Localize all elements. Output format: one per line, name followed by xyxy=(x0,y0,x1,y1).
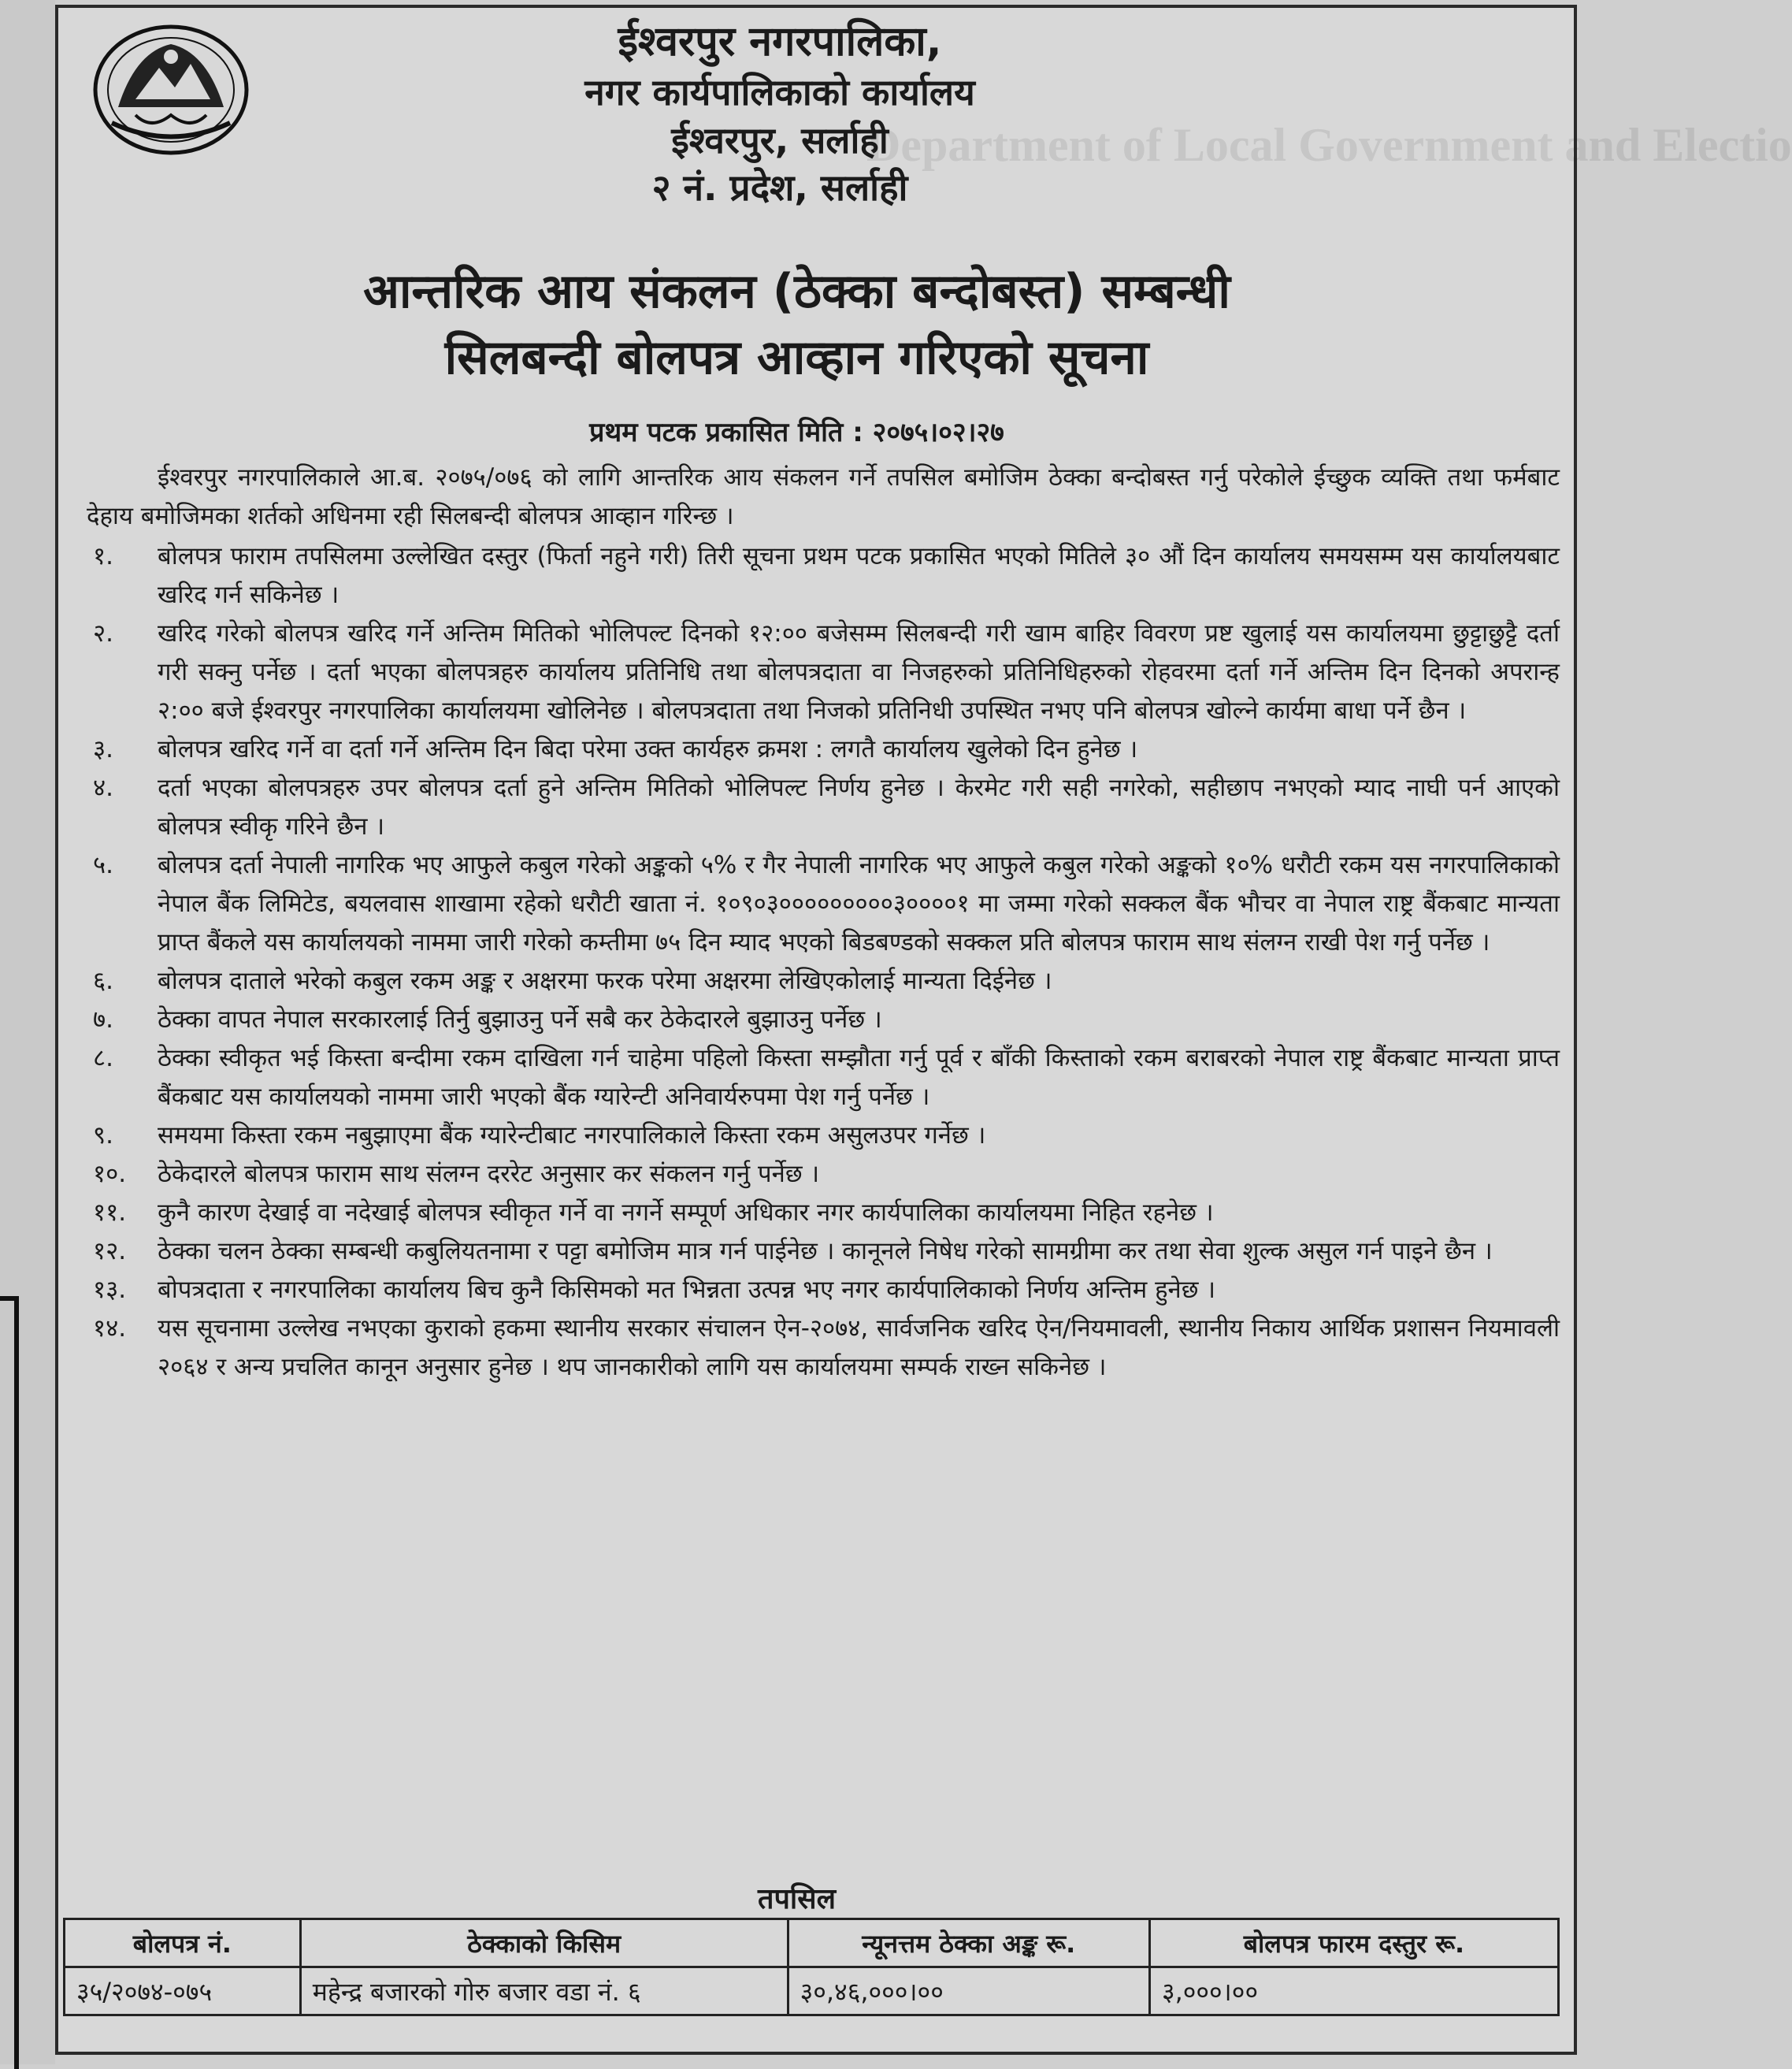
clause-text: खरिद गरेको बोलपत्र खरिद गर्ने अन्तिम मितिको भोलिपल्ट दिनको १२:०० बजेसम्म सिलबन्दी गरी खाम बाहिर विवरण प्रष्ट खुलाई यस कार्यालयमा छुट्टाछुट्टै दर्ता गरी सक्नु पर्नेछ । दर्ता भएका बोलपत्रहरु कार्यालय प्रतिनिधि तथा बोलपत्रदाता वा निजहरुको प्रतिनिधिहरुको रोहवरमा दर्ता गर्ने अन्तिम दिन दिनको अपरान्ह २:०० बजे ईश्वरपुर नगरपालिका कार्यालयमा खोलिनेछ । बोलपत्रदाता तथा निजको प्रतिनिधी उपस्थित नभए पनि बोलपत्र खोल्ने कार्यमा बाधा पर्ने छैन । xyxy=(158,619,1560,725)
clause-list xyxy=(87,537,1560,1387)
contract-type-cell: महेन्द्र बजारको गोरु बजार वडा नं. ६ xyxy=(300,1967,788,2015)
clause-text: ठेक्का चलन ठेक्का सम्बन्धी कबुलियतनामा र पट्टा बमोजिम मात्र गर्न पाईनेछ । कानूनले निषेध गरेको सामग्रीमा कर तथा सेवा शुल्क असुल गर्न पाइने छैन । xyxy=(158,1237,1493,1265)
municipality-emblem-icon xyxy=(88,20,254,158)
clause-item xyxy=(87,1116,1560,1155)
clause-text: बोलपत्र खरिद गर्ने वा दर्ता गर्ने अन्तिम दिन बिदा परेमा उक्त कार्यहरु क्रमश : लगतै कार्यालय खुलेको दिन हुनेछ । xyxy=(158,735,1138,763)
header-contract-type: ठेक्काको किसिम xyxy=(300,1919,788,1967)
clause-item xyxy=(87,1039,1560,1116)
clause-item xyxy=(87,1194,1560,1232)
clause-number: ६. xyxy=(93,967,113,995)
clause-number: ११. xyxy=(93,1198,127,1227)
clause-item xyxy=(87,1309,1560,1387)
clause-item xyxy=(87,1271,1560,1309)
office-header xyxy=(268,16,1292,211)
clause-item xyxy=(87,1232,1560,1271)
clause-item xyxy=(87,846,1560,962)
clause-text: ठेक्का स्वीकृत भई किस्ता बन्दीमा रकम दाखिला गर्न चाहेमा पहिलो किस्ता सम्झौता गर्नु पूर्व र बाँकी किस्ताको रकम बराबरको नेपाल राष्ट्र बैंकबाट मान्यता प्राप्त बैंकबाट यस कार्यालयको नाममा जारी भएको बैंक ग्यारेन्टी अनिवार्यरुपमा पेश गर्नु पर्नेछ । xyxy=(158,1044,1560,1111)
clause-number: १३. xyxy=(93,1276,127,1304)
schedule-table xyxy=(63,1918,1560,2016)
clause-item xyxy=(87,537,1560,615)
clause-number: १२. xyxy=(93,1237,127,1265)
clause-text: बोपत्रदाता र नगरपालिका कार्यालय बिच कुनै किसिमको मत भिन्नता उत्पन्न भए नगर कार्यपालिकाको निर्णय अन्तिम हुनेछ । xyxy=(158,1276,1216,1304)
clause-item xyxy=(87,962,1560,1001)
province-line: २ नं. प्रदेश, सर्लाही xyxy=(651,166,908,209)
municipality-name: ईश्वरपुर नगरपालिका, xyxy=(618,18,942,65)
clause-item xyxy=(87,769,1560,846)
clause-item xyxy=(87,615,1560,730)
clause-number: १. xyxy=(93,542,113,570)
clause-item xyxy=(87,1001,1560,1039)
bleed-through-text: Department of Local Government and Electio xyxy=(866,119,1792,171)
clause-text: बोलपत्र फाराम तपसिलमा उल्लेखित दस्तुर (फिर्ता नहुने गरी) तिरी सूचना प्रथम पटक प्रकासित भएको मितिले ३० औं दिन कार्यालय समयसम्म यस कार्यालयबाट खरिद गर्न सकिनेछ । xyxy=(158,542,1560,609)
header-bid-number: बोलपत्र नं. xyxy=(65,1919,301,1967)
clause-number: ५. xyxy=(93,851,113,879)
adjacent-ad-border xyxy=(0,1296,19,2069)
minimum-amount-cell: ३०,४६,०००।०० xyxy=(788,1967,1149,2015)
clause-text: दर्ता भएका बोलपत्रहरु उपर बोलपत्र दर्ता हुने अन्तिम मितिको भोलिपल्ट निर्णय हुनेछ । केरमेट गरी सही नगरेको, सहीछाप नभएको म्याद नाघी पर्न आएको बोलपत्र स्वीकृ गरिने छैन । xyxy=(158,774,1560,841)
clause-text: कुनै कारण देखाई वा नदेखाई बोलपत्र स्वीकृत गर्ने वा नगर्ने सम्पूर्ण अधिकार नगर कार्यपालिका कार्यालयमा निहित रहनेछ । xyxy=(158,1198,1214,1227)
intro-paragraph: ईश्वरपुर नगरपालिकाले आ.ब. २०७५/०७६ को लागि आन्तरिक आय संकलन गर्ने तपसिल बमोजिम ठेक्का बन्दोबस्त गर्नु परेकोले ईच्छुक व्यक्ति तथा फर्मबाट देहाय बमोजिमका शर्तको अधिनमा रही सिलबन्दी बोलपत्र आव्हान गरिन्छ । xyxy=(87,463,1560,530)
schedule-title: तपसिल xyxy=(757,1883,837,1915)
publication-date: प्रथम पटक प्रकासित मिति : २०७५।०२।२७ xyxy=(589,417,1004,448)
clause-number: ३. xyxy=(93,735,113,763)
bid-number-cell: ३५/२०७४-०७५ xyxy=(65,1967,301,2015)
notice-title-line1: आन्तरिक आय संकलन (ठेक्का बन्दोबस्त) सम्बन्धी xyxy=(363,264,1230,319)
header-minimum-amount: न्यूनत्तम ठेक्का अङ्क रू. xyxy=(788,1919,1149,1967)
clause-item xyxy=(87,1155,1560,1194)
schedule-header-row xyxy=(65,1919,1559,1967)
table-row xyxy=(65,1967,1559,2015)
clause-item xyxy=(87,730,1560,769)
clause-text: बोलपत्र दाताले भरेको कबुल रकम अङ्क र अक्षरमा फरक परेमा अक्षरमा लेखिएकोलाई मान्यता दिईनेछ । xyxy=(158,967,1052,995)
clause-number: ९. xyxy=(93,1121,113,1150)
clause-text: यस सूचनामा उल्लेख नभएका कुराको हकमा स्थानीय सरकार संचालन ऐन-२०७४, सार्वजनिक खरिद ऐन/नियमावली, स्थानीय निकाय आर्थिक प्रशासन नियमावली २०६४ र अन्य प्रचलित कानून अनुसार हुनेछ । थप जानकारीको लागि यस कार्यालयमा सम्पर्क राख्न सकिनेछ । xyxy=(158,1314,1560,1381)
clause-text: ठेक्का वापत नेपाल सरकारलाई तिर्नु बुझाउनु पर्ने सबै कर ठेकेदारले बुझाउनु पर्नेछ । xyxy=(158,1005,882,1034)
clause-number: ८. xyxy=(93,1044,113,1072)
clause-number: ७. xyxy=(93,1005,113,1034)
clause-number: १४. xyxy=(93,1314,127,1343)
clause-text: समयमा किस्ता रकम नबुझाएमा बैंक ग्यारेन्टीबाट नगरपालिकाले किस्ता रकम असुलउपर गर्नेछ । xyxy=(158,1121,986,1150)
form-fee-cell: ३,०००।०० xyxy=(1149,1967,1558,2015)
office-location: ईश्वरपुर, सर्लाही xyxy=(671,119,889,162)
clause-number: ४. xyxy=(93,774,113,802)
notice-title-line2: सिलबन्दी बोलपत्र आव्हान गरिएको सूचना xyxy=(444,330,1149,385)
clause-number: २. xyxy=(93,619,113,648)
notice-title xyxy=(0,258,1594,391)
clause-text: बोलपत्र दर्ता नेपाली नागरिक भए आफुले कबुल गरेको अङ्कको ५% र गैर नेपाली नागरिक भए आफुले कबुल गरेको अङ्कको १०% धरौटी रकम यस नगरपालिकाको नेपाल बैंक लिमिटेड, बयलवास शाखामा रहेको धरौटी खाता नं. १०९०३०००००००००३००००१ मा जम्मा गरेको सक्कल बैंक भौचर वा नेपाल राष्ट्र बैंकबाट मान्यता प्राप्त बैंकले यस कार्यालयको नाममा जारी गरेको कम्तीमा ७५ दिन म्याद भएको बिडबण्डको सक्कल प्रति बोलपत्र फाराम साथ संलग्न राखी पेश गर्नु पर्नेछ । xyxy=(158,851,1560,956)
clause-number: १०. xyxy=(93,1160,127,1188)
clause-text: ठेकेदारले बोलपत्र फाराम साथ संलग्न दररेट अनुसार कर संकलन गर्नु पर्नेछ । xyxy=(158,1160,820,1188)
notice-body xyxy=(87,459,1560,1387)
office-name: नगर कार्यपालिकाको कार्यालय xyxy=(584,71,975,113)
header-form-fee: बोलपत्र फारम दस्तुर रू. xyxy=(1149,1919,1558,1967)
